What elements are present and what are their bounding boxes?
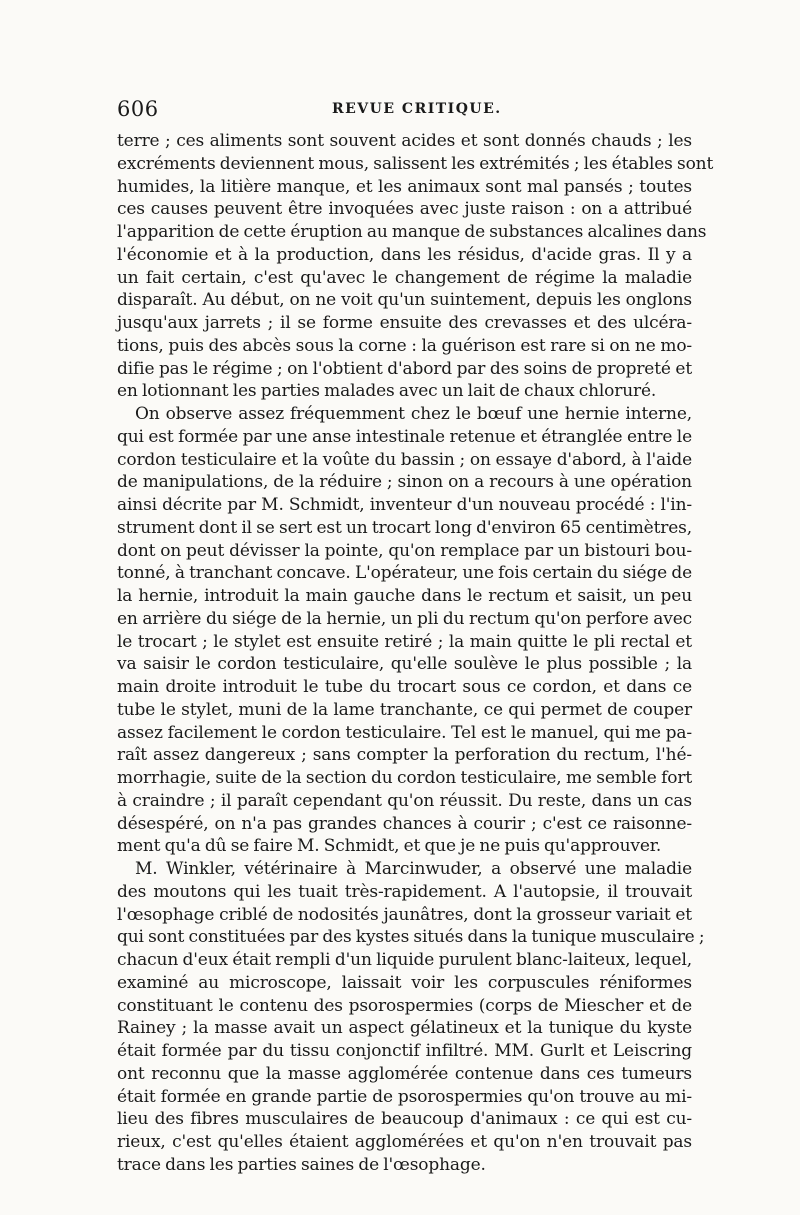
text-line: la hernie, introduit la main gauche dans le rectum et saisit, un peu [117,586,692,606]
text-line: humides, la litière manque, et les animaux sont mal pansés ; toutes [117,176,692,197]
text-line: ont reconnu que la masse agglomérée contenue dans ces tumeurs [117,1063,692,1084]
page-header [117,97,692,123]
text-line: main droite introduit le tube du trocart sous ce cordon, et dans ce [117,677,692,697]
text-line: va saisir le cordon testiculaire, qu'elle soulève le plus possible ; la [117,654,692,675]
text-line: un fait certain, c'est qu'avec le changement de régime la maladie [117,267,692,288]
text-line: Rainey ; la masse avait un aspect gélatineux et la tunique du kyste [117,1018,692,1039]
text-line: était formée en grande partie de psorospermies qu'on trouve au mi- [117,1086,692,1107]
text-line: constituant le contenu des psorospermies (corps de Miescher et de [117,995,692,1016]
text-line: tonné, à tranchant concave. L'opérateur, une fois certain du siége de [117,563,692,584]
text-line: ainsi décrite par M. Schmidt, inventeur d'un nouveau procédé : l'in- [117,495,692,515]
text-line: l'œsophage criblé de nodosités jaunâtres, dont la grosseur variait et [117,904,692,925]
text-line: le trocart ; le stylet est ensuite retiré ; la main quitte le pli rectal et [117,631,692,652]
text-line: M. Winkler, vétérinaire à Marcinwuder, a observé une maladie [135,859,692,879]
text-line: en arrière du siége de la hernie, un pli du rectum qu'on perfore avec [117,608,692,629]
text-line: terre ; ces aliments sont souvent acides et sont donnés chauds ; les [117,131,692,151]
text-line: qui sont constituées par des kystes situés dans la tunique musculaire ; [117,927,705,948]
text-line: en lotionnant les parties malades avec un lait de chaux chloruré. [117,381,657,402]
running-title: REVUE CRITIQUE. [332,101,502,117]
page-number: 606 [117,97,159,121]
text-line: assez facilement le cordon testiculaire. Tel est le manuel, qui me pa- [117,722,692,743]
text-line: morrhagie, suite de la section du cordon testiculaire, me semble fort [117,768,692,788]
text-line: qui est formée par une anse intestinale retenue et étranglée entre le [117,426,692,447]
text-line: de manipulations, de la réduire ; sinon on a recours à une opération [117,472,692,493]
text-line: tions, puis des abcès sous la corne : la guérison est rare si on ne mo- [117,335,692,356]
text-line: dont on peut dévisser la pointe, qu'on remplace par un bistouri bou- [117,540,692,561]
text-line: cordon testiculaire et la voûte du bassin ; on essaye d'abord, à l'aide [117,449,692,470]
text-line: ment qu'a dû se faire M. Schmidt, et que je ne puis qu'approuver. [117,836,662,857]
text-line: trace dans les parties saines de l'œsophage. [117,1154,486,1175]
text-line: chacun d'eux était rempli d'un liquide purulent blanc-laiteux, lequel, [117,950,692,970]
text-line: l'économie et à la production, dans les résidus, d'acide gras. Il y a [117,244,692,265]
text-line: strument dont il se sert est un trocart long d'environ 65 centimètres, [117,517,692,538]
text-line: examiné au microscope, laissait voir les corpuscules réniformes [117,972,692,993]
text-line: disparaît. Au début, on ne voit qu'un suintement, depuis les onglons [117,290,692,311]
body-text [117,130,714,1177]
text-line: lieu des fibres musculaires de beaucoup d'animaux : ce qui est cu- [117,1109,692,1130]
text-line: On observe assez fréquemment chez le bœuf une hernie interne, [135,404,692,424]
text-line: à craindre ; il paraît cependant qu'on réussit. Du reste, dans un cas [117,790,692,811]
text-line: raît assez dangereux ; sans compter la perforation du rectum, l'hé- [117,745,692,766]
text-line: désespéré, on n'a pas grandes chances à courir ; c'est ce raisonne- [117,813,692,834]
text-line: jusqu'aux jarrets ; il se forme ensuite des crevasses et des ulcéra- [117,313,692,333]
text-line: l'apparition de cette éruption au manque de substances alcalines dans [117,222,707,242]
text-line: tube le stylet, muni de la lame tranchante, ce qui permet de couper [117,699,692,720]
text-line: des moutons qui les tuait très-rapidement. A l'autopsie, il trouvait [117,881,692,902]
text-line: ces causes peuvent être invoquées avec juste raison : on a attribué [117,199,692,220]
text-line: rieux, c'est qu'elles étaient agglomérées et qu'on n'en trouvait pas [117,1132,692,1152]
text-line: difie pas le régime ; on l'obtient d'abord par des soins de propreté et [117,358,692,379]
text-line: excréments deviennent mous, salissent les extrémités ; les étables sont [117,153,714,174]
text-line: était formée par du tissu conjonctif infiltré. MM. Gurlt et Leiscring [117,1041,692,1061]
